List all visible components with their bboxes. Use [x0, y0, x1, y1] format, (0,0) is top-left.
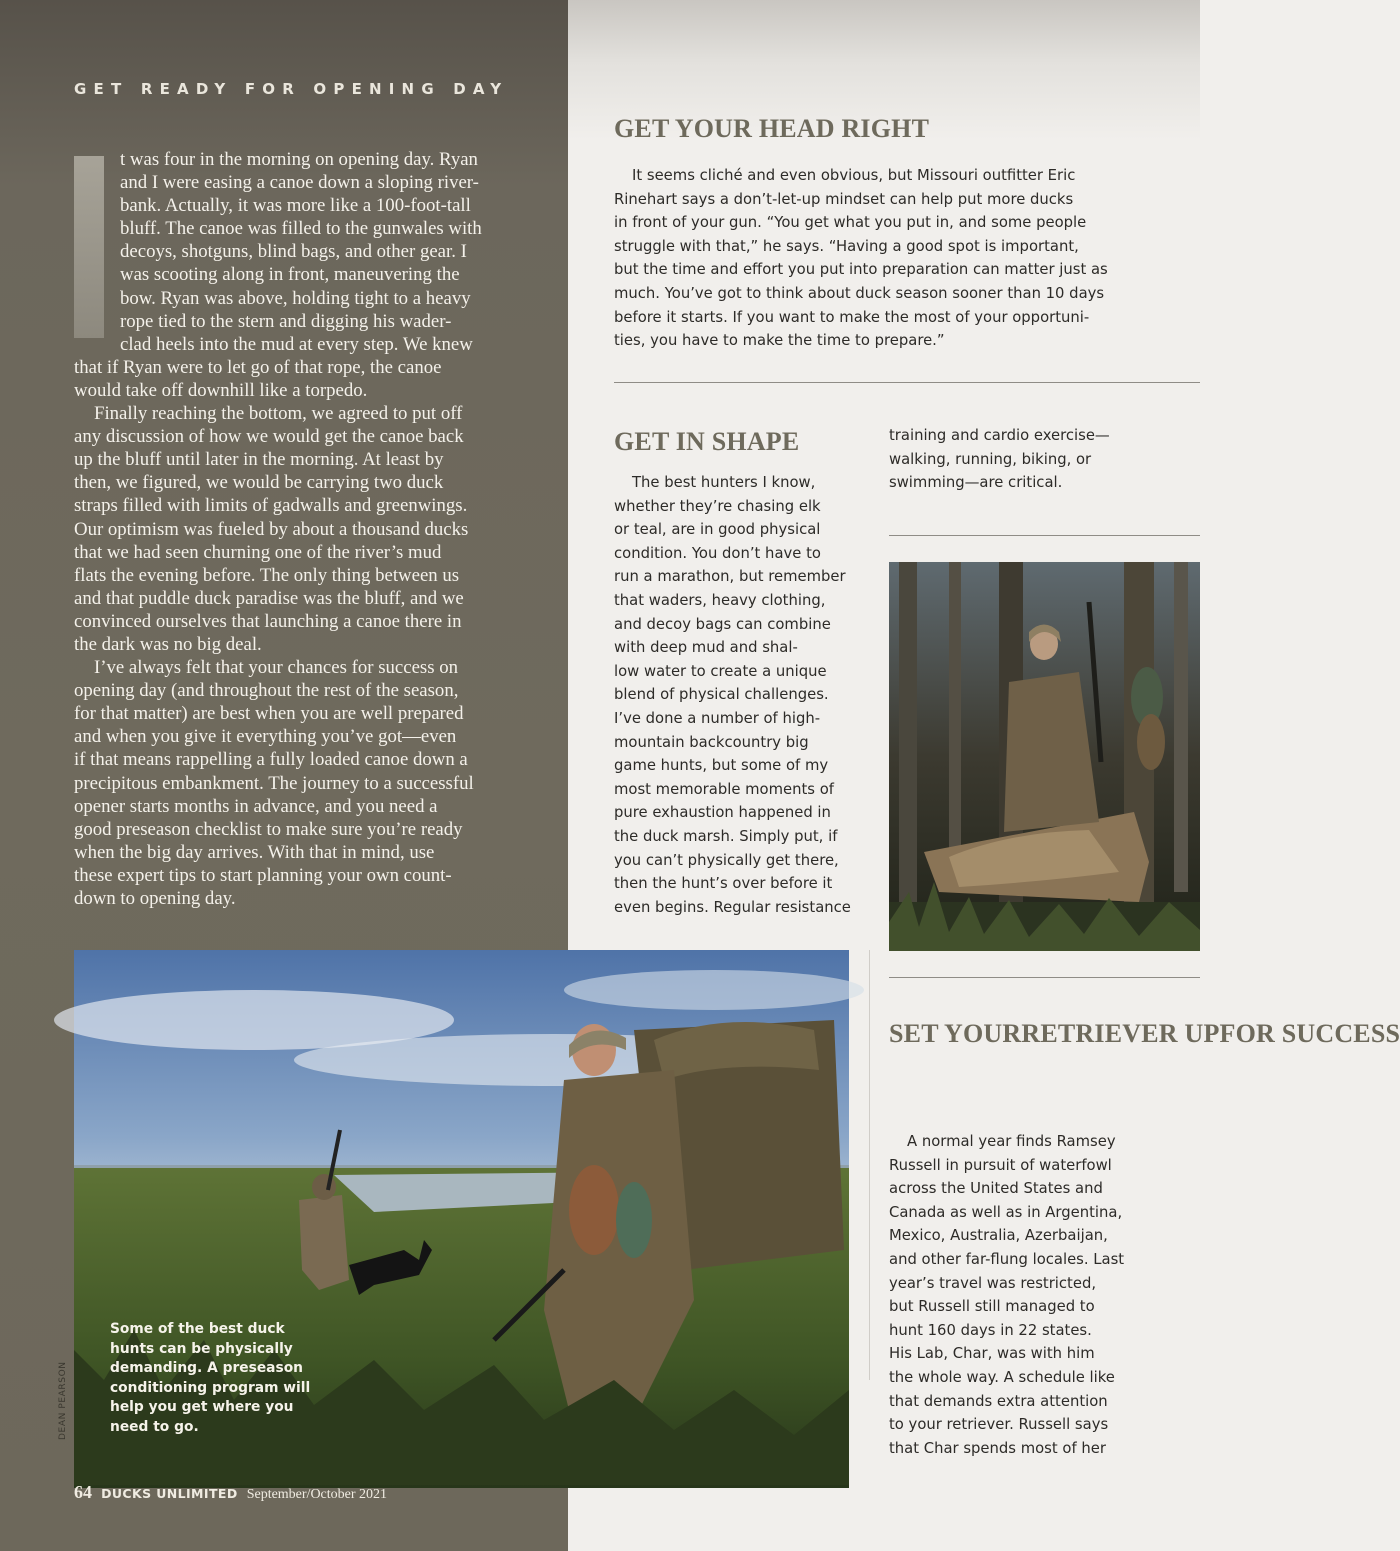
intro-line: good preseason checklist to make sure you’re ready: [74, 818, 463, 840]
body-line: A normal year finds Ramsey: [907, 1133, 1116, 1150]
intro-line: decoys, shotguns, blind bags, and other gear. I: [120, 241, 467, 263]
body-line: struggle with that,” he says. “Having a good spot is important,: [614, 237, 1079, 255]
body-line: that Char spends most of her: [889, 1439, 1106, 1457]
body-line: whether they’re chasing elk: [614, 497, 821, 515]
body-line: and decoy bags can combine: [614, 615, 831, 633]
body-line: the whole way. A schedule like: [889, 1368, 1115, 1386]
body-line: I’ve done a number of high-: [614, 709, 821, 727]
intro-line: would take off downhill like a torpedo.: [74, 379, 368, 401]
intro-article-text: [74, 148, 536, 910]
body-line: that demands extra attention: [889, 1392, 1108, 1410]
divider: [614, 382, 1200, 383]
heading-line: SET YOUR: [889, 1019, 1022, 1048]
retriever-body: [889, 1130, 1189, 1460]
body-line: the duck marsh. Simply put, if: [614, 827, 838, 845]
magazine-name: DUCKS UNLIMITED: [101, 1486, 238, 1501]
body-line: in front of your gun. “You get what you put in, and some people: [614, 214, 1087, 232]
intro-line: and that puddle duck paradise was the bluff, and we: [74, 587, 464, 609]
photo-credit: DEAN PEARSON: [58, 1361, 68, 1440]
intro-line: for that matter) are best when you are well prepared: [74, 703, 464, 725]
body-line: you can’t physically get there,: [614, 851, 839, 869]
body-line: low water to create a unique: [614, 662, 827, 680]
body-line: training and cardio exercise—: [889, 427, 1110, 444]
intro-line: Our optimism was fueled by about a thousand ducks: [74, 518, 469, 540]
intro-line: was scooting along in front, maneuvering the: [120, 264, 460, 286]
body-line: Rinehart says a don’t-let-up mindset can help put more ducks: [614, 190, 1074, 208]
body-line: His Lab, Char, was with him: [889, 1345, 1095, 1363]
body-line: even begins. Regular resistance: [614, 898, 851, 916]
intro-line: if that means rappelling a fully loaded canoe down a: [74, 749, 468, 771]
photo-caption: [110, 1320, 330, 1438]
body-line: Russell in pursuit of waterfowl: [889, 1156, 1112, 1174]
caption-line: demanding. A preseason: [110, 1360, 304, 1377]
intro-line: rope tied to the stern and digging his wader-: [120, 310, 452, 332]
heading-retriever: [889, 1018, 1400, 1049]
intro-line: I’ve always felt that your chances for success on: [94, 657, 459, 679]
intro-line: and I were easing a canoe down a sloping river-: [120, 172, 479, 194]
in-shape-body: [614, 471, 864, 919]
intro-line: bank. Actually, it was more like a 100-foot-tall: [120, 195, 471, 217]
intro-line: t was four in the morning on opening day. Ryan: [120, 149, 478, 170]
intro-line: precipitous embankment. The journey to a successful: [74, 772, 474, 794]
intro-line: up the bluff until later in the morning. At least by: [74, 449, 444, 471]
intro-line: the dark was no big deal.: [74, 633, 262, 655]
divider: [889, 977, 1200, 978]
intro-line: then, we figured, we would be carrying two duck: [74, 472, 444, 494]
column-divider: [869, 950, 870, 1380]
divider: [889, 535, 1200, 536]
body-line: with deep mud and shal-: [614, 639, 798, 657]
caption-line: help you get where you: [110, 1399, 294, 1416]
caption-line: need to go.: [110, 1418, 199, 1435]
intro-paragraph-3: [74, 656, 536, 910]
body-line: walking, running, biking, or: [889, 450, 1092, 468]
intro-line: these expert tips to start planning your own count-: [74, 864, 452, 886]
intro-line: opener starts months in advance, and you need a: [74, 795, 438, 817]
body-line: The best hunters I know,: [632, 474, 816, 491]
body-line: blend of physical challenges.: [614, 686, 829, 704]
body-line: Mexico, Australia, Azerbaijan,: [889, 1227, 1108, 1245]
body-line: across the United States and: [889, 1180, 1103, 1198]
intro-line: bow. Ryan was above, holding tight to a heavy: [120, 287, 471, 309]
intro-line: any discussion of how we would get the canoe back: [74, 426, 464, 448]
intro-paragraph-1: [74, 148, 536, 402]
intro-line: clad heels into the mud at every step. We knew: [120, 333, 473, 355]
intro-line: opening day (and throughout the rest of the season,: [74, 680, 459, 702]
in-shape-continued: [889, 424, 1189, 495]
body-line: It seems cliché and even obvious, but Missouri outfitter Eric: [632, 167, 1076, 184]
body-line: mountain backcountry big: [614, 733, 809, 751]
intro-line: when the big day arrives. With that in mind, use: [74, 841, 435, 863]
intro-line: that we had seen churning one of the river’s mud: [74, 541, 442, 563]
body-line: but the time and effort you put into preparation can matter just as: [614, 261, 1108, 279]
body-line: condition. You don’t have to: [614, 544, 821, 562]
intro-line: that if Ryan were to let go of that rope, the canoe: [74, 356, 442, 378]
issue-date: September/October 2021: [246, 1487, 388, 1502]
intro-line: down to opening day.: [74, 888, 236, 909]
intro-line: bluff. The canoe was filled to the gunwales with: [120, 218, 482, 240]
body-line: but Russell still managed to: [889, 1298, 1095, 1316]
body-line: that waders, heavy clothing,: [614, 591, 826, 609]
heading-line: RETRIEVER UP: [1021, 1019, 1220, 1048]
section-kicker: GET READY FOR OPENING DAY: [74, 80, 509, 98]
heading-line: FOR SUCCESS: [1219, 1019, 1400, 1048]
body-line: hunt 160 days in 22 states.: [889, 1321, 1092, 1339]
body-line: much. You’ve got to think about duck season sooner than 10 days: [614, 284, 1105, 302]
intro-line: convinced ourselves that launching a canoe there in: [74, 610, 462, 632]
intro-paragraph-2: [74, 402, 536, 656]
body-line: ties, you have to make the time to prepare.”: [614, 332, 945, 350]
page-number: 64: [74, 1482, 92, 1502]
heading-head-right: GET YOUR HEAD RIGHT: [614, 114, 930, 143]
body-line: before it starts. If you want to make the most of your opportuni-: [614, 308, 1090, 326]
body-line: to your retriever. Russell says: [889, 1416, 1109, 1434]
body-line: year’s travel was restricted,: [889, 1274, 1097, 1292]
photo-hunter-in-blind: [889, 562, 1200, 951]
heading-in-shape: GET IN SHAPE: [614, 427, 800, 456]
body-line: then the hunt’s over before it: [614, 875, 833, 893]
intro-line: flats the evening before. The only thing between us: [74, 564, 460, 586]
page-footer: [74, 1482, 387, 1503]
body-line: or teal, are in good physical: [614, 521, 821, 539]
body-line: run a marathon, but remember: [614, 568, 846, 586]
body-line: game hunts, but some of my: [614, 757, 829, 775]
body-line: most memorable moments of: [614, 780, 834, 798]
body-line: swimming—are critical.: [889, 474, 1063, 492]
caption-line: hunts can be physically: [110, 1340, 293, 1357]
intro-line: and when you give it everything you’ve got—even: [74, 726, 457, 748]
head-right-body: [614, 164, 1194, 353]
body-line: and other far-flung locales. Last: [889, 1250, 1125, 1268]
intro-line: Finally reaching the bottom, we agreed to put off: [94, 403, 463, 425]
body-line: pure exhaustion happened in: [614, 804, 831, 822]
intro-line: straps filled with limits of gadwalls and greenwings.: [74, 495, 468, 517]
caption-line: conditioning program will: [110, 1379, 311, 1396]
body-line: Canada as well as in Argentina,: [889, 1203, 1123, 1221]
caption-line: Some of the best duck: [110, 1321, 285, 1337]
